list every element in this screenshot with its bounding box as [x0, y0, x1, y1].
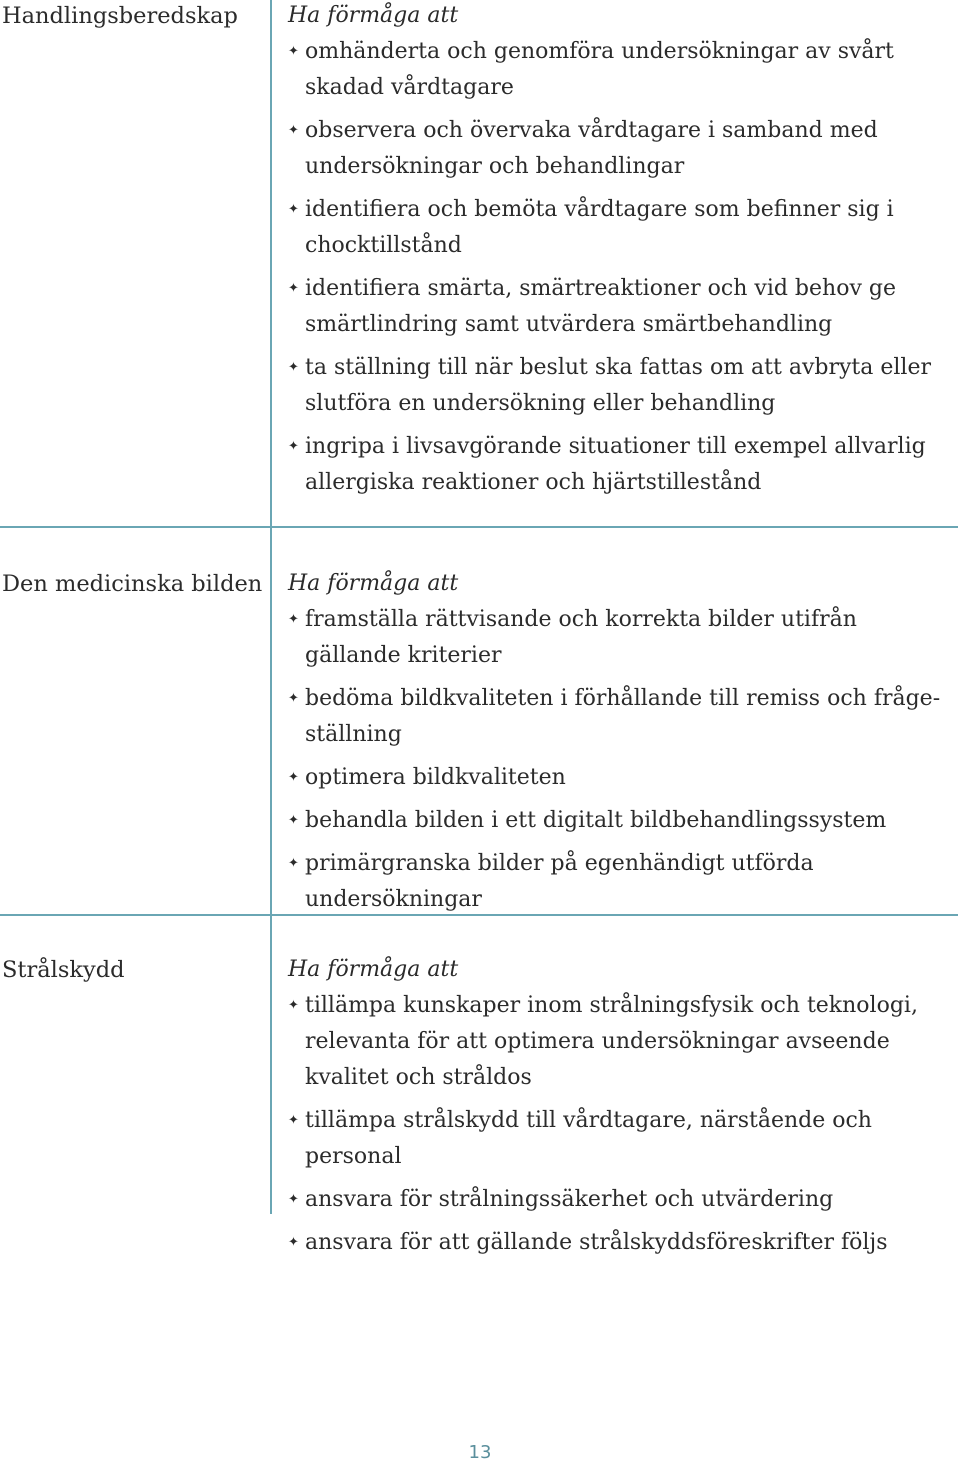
- list-item: ✦ framställa rättvisande och korrekta bilder utifrån gällande kriterier: [288, 602, 948, 674]
- star-bullet-icon: ✦: [288, 360, 299, 375]
- list-item: ✦ optimera bildkvaliteten: [288, 760, 948, 796]
- section-content: [288, 0, 948, 508]
- section-intro: Ha förmåga att: [288, 3, 459, 28]
- star-bullet-icon: ✦: [288, 44, 299, 59]
- star-bullet-icon: ✦: [288, 691, 299, 706]
- star-bullet-icon: ✦: [288, 813, 299, 828]
- column-divider: [270, 916, 272, 1214]
- bullet-list: [288, 34, 948, 501]
- list-item: ✦ tillämpa strålskydd till vårdtagare, närstående och personal: [288, 1103, 948, 1175]
- page-number: 13: [468, 1442, 492, 1463]
- list-item: ✦ identifiera smärta, smärtreaktioner och vid behov ge smärtlindring samt utvärdera smärtbehandling: [288, 271, 948, 343]
- list-item: ✦ tillämpa kunskaper inom strålningsfysik och teknologi, relevanta för att optimera undersökningar avseende kvalitet och stråldos: [288, 988, 948, 1096]
- section-label: Den medicinska bilden: [2, 571, 263, 597]
- list-item: ✦ ingripa i livsavgörande situationer till exempel allvarlig allergiska reaktioner och hjärtstillestånd: [288, 429, 948, 501]
- section-content: [288, 566, 948, 925]
- column-divider: [270, 0, 272, 528]
- star-bullet-icon: ✦: [288, 856, 299, 871]
- star-bullet-icon: ✦: [288, 1235, 299, 1250]
- star-bullet-icon: ✦: [288, 1113, 299, 1128]
- star-bullet-icon: ✦: [288, 439, 299, 454]
- section-content: [288, 952, 948, 1268]
- star-bullet-icon: ✦: [288, 998, 299, 1013]
- list-item: ✦ ansvara för att gällande strålskyddsföreskrifter följs: [288, 1225, 948, 1261]
- list-item: ✦ ansvara för strålningssäkerhet och utvärdering: [288, 1182, 948, 1218]
- section-divider: [0, 914, 958, 916]
- list-item: ✦ behandla bilden i ett digitalt bildbehandlingssystem: [288, 803, 948, 839]
- star-bullet-icon: ✦: [288, 281, 299, 296]
- list-item: ✦ omhänderta och genomföra undersökningar av svårt skadad vårdtagare: [288, 34, 948, 106]
- list-item: ✦ bedöma bildkvaliteten i förhållande till remiss och frågeställning: [288, 681, 948, 753]
- section-stralskydd: [0, 952, 960, 1255]
- bullet-list: [288, 988, 948, 1261]
- section-label: Strålskydd: [2, 957, 125, 983]
- section-divider: [0, 526, 958, 528]
- star-bullet-icon: ✦: [288, 1192, 299, 1207]
- section-den-medicinska-bilden: [0, 566, 960, 916]
- star-bullet-icon: ✦: [288, 202, 299, 217]
- section-label: Handlingsberedskap: [2, 3, 238, 29]
- star-bullet-icon: ✦: [288, 770, 299, 785]
- section-handlingsberedskap: [0, 0, 960, 528]
- section-intro: Ha förmåga att: [288, 957, 459, 982]
- section-intro: Ha förmåga att: [288, 571, 459, 596]
- star-bullet-icon: ✦: [288, 612, 299, 627]
- list-item: ✦ identifiera och bemöta vårdtagare som befinner sig i chocktillstånd: [288, 192, 948, 264]
- star-bullet-icon: ✦: [288, 123, 299, 138]
- bullet-list: [288, 602, 948, 918]
- column-divider: [270, 528, 272, 916]
- list-item: ✦ observera och övervaka vårdtagare i samband med undersökningar och behandlingar: [288, 113, 948, 185]
- list-item: ✦ ta ställning till när beslut ska fattas om att avbryta eller slutföra en undersökning eller behandling: [288, 350, 948, 422]
- list-item: ✦ primärgranska bilder på egenhändigt utförda undersökningar: [288, 846, 948, 918]
